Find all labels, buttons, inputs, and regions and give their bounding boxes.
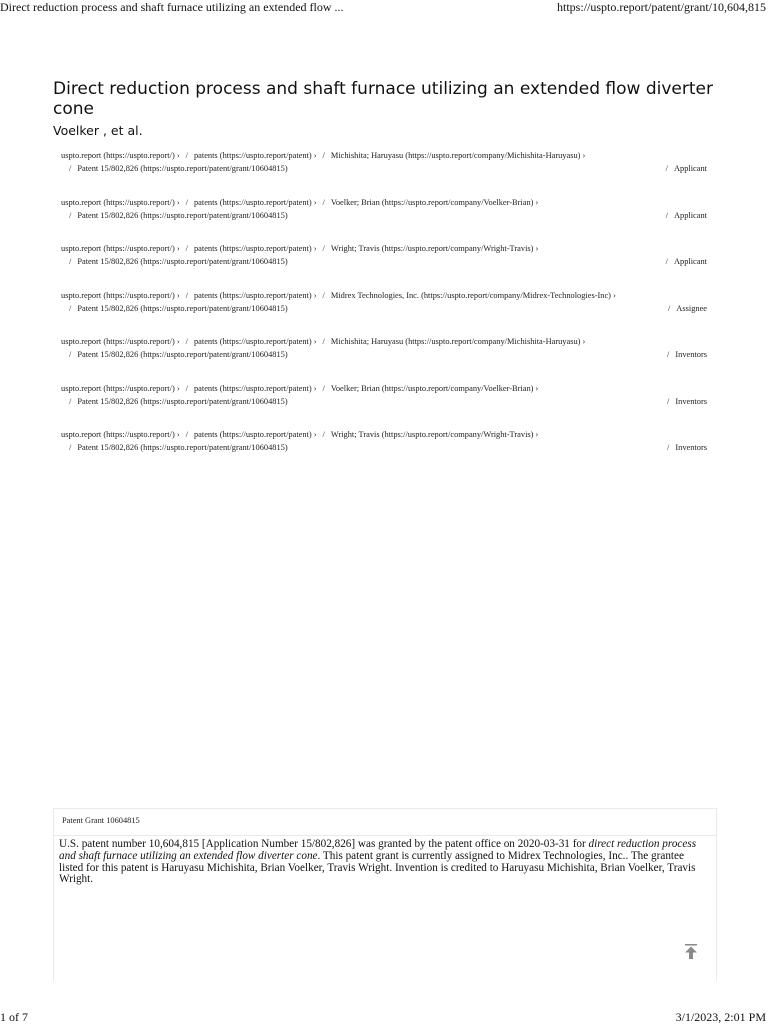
breadcrumb-separator: / — [322, 430, 325, 439]
breadcrumb-separator: / — [667, 397, 670, 406]
breadcrumb-separator: / — [185, 430, 188, 439]
breadcrumb-separator: / — [665, 164, 668, 173]
breadcrumb — [61, 196, 707, 226]
breadcrumb-entity-link[interactable]: Voelker; Brian (https://uspto.report/company/Voelker-Brian) › — [330, 384, 539, 393]
breadcrumb — [61, 382, 707, 412]
breadcrumb-entity-link[interactable]: Michishita; Haruyasu (https://uspto.report/company/Michishita-Haruyasu) › — [330, 151, 586, 160]
breadcrumb — [61, 289, 707, 319]
breadcrumb-separator: / — [185, 151, 188, 160]
breadcrumb-separator: / — [185, 384, 188, 393]
breadcrumb-patents-link[interactable]: patents (https://uspto.report/patent) › — [193, 198, 317, 207]
breadcrumb-separator: / — [185, 291, 188, 300]
breadcrumb-separator: / — [665, 211, 668, 220]
breadcrumb-home-link[interactable]: uspto.report (https://uspto.report/) › — [61, 198, 180, 207]
breadcrumb-separator: / — [667, 443, 670, 452]
breadcrumb — [61, 149, 707, 179]
breadcrumb-separator: / — [185, 337, 188, 346]
breadcrumb — [61, 428, 707, 458]
breadcrumb-separator: / — [69, 397, 72, 406]
breadcrumb-patents-link[interactable]: patents (https://uspto.report/patent) › — [193, 151, 317, 160]
breadcrumb-home-link[interactable]: uspto.report (https://uspto.report/) › — [61, 337, 180, 346]
breadcrumb-patent-link[interactable]: Patent 15/802,826 (https://uspto.report/patent/grant/10604815) — [77, 443, 288, 452]
breadcrumb-entity-link[interactable]: Midrex Technologies, Inc. (https://uspto.report/company/Midrex-Technologies-Inc) › — [330, 291, 616, 300]
breadcrumb-patent-link[interactable]: Patent 15/802,826 (https://uspto.report/patent/grant/10604815) — [77, 257, 288, 266]
breadcrumb-role: Assignee — [676, 304, 707, 313]
breadcrumb-home-link[interactable]: uspto.report (https://uspto.report/) › — [61, 430, 180, 439]
breadcrumb-entity-link[interactable]: Wright; Travis (https://uspto.report/company/Wright-Travis) › — [330, 430, 539, 439]
breadcrumb-separator: / — [322, 244, 325, 253]
breadcrumb-separator: / — [322, 384, 325, 393]
breadcrumb-patent-link[interactable]: Patent 15/802,826 (https://uspto.report/patent/grant/10604815) — [77, 164, 288, 173]
breadcrumb-home-link[interactable]: uspto.report (https://uspto.report/) › — [61, 291, 180, 300]
breadcrumb-separator: / — [665, 257, 668, 266]
breadcrumb-role: Applicant — [673, 211, 707, 220]
breadcrumb-entity-link[interactable]: Voelker; Brian (https://uspto.report/company/Voelker-Brian) › — [330, 198, 539, 207]
breadcrumb-separator: / — [667, 350, 670, 359]
breadcrumb-patents-link[interactable]: patents (https://uspto.report/patent) › — [193, 430, 317, 439]
patent-summary-text — [59, 839, 709, 886]
print-footer-page: 1 of 7 — [0, 1010, 28, 1024]
page-title: Direct reduction process and shaft furnace utilizing an extended flow diverter cone — [53, 79, 713, 119]
scroll-to-top-button[interactable] — [683, 943, 699, 960]
breadcrumb-separator: / — [69, 304, 72, 313]
breadcrumb-separator: / — [322, 198, 325, 207]
breadcrumb-home-link[interactable]: uspto.report (https://uspto.report/) › — [61, 244, 180, 253]
breadcrumb-entity-link[interactable]: Wright; Travis (https://uspto.report/company/Wright-Travis) › — [330, 244, 539, 253]
breadcrumb-separator: / — [69, 443, 72, 452]
authors: Voelker , et al. — [53, 123, 143, 138]
print-footer-datetime: 3/1/2023, 2:01 PM — [675, 1010, 766, 1024]
breadcrumb-separator: / — [69, 257, 72, 266]
panel-header — [54, 809, 716, 836]
breadcrumb-role: Applicant — [673, 257, 707, 266]
breadcrumb-separator: / — [322, 291, 325, 300]
breadcrumb-patent-link[interactable]: Patent 15/802,826 (https://uspto.report/patent/grant/10604815) — [77, 304, 288, 313]
breadcrumb-patents-link[interactable]: patents (https://uspto.report/patent) › — [193, 244, 317, 253]
breadcrumb-role: Inventors — [675, 350, 707, 359]
print-header-url: https://uspto.report/patent/grant/10,604,815 — [557, 0, 766, 14]
breadcrumb-separator: / — [185, 198, 188, 207]
breadcrumb — [61, 335, 707, 365]
breadcrumb-patents-link[interactable]: patents (https://uspto.report/patent) › — [193, 337, 317, 346]
breadcrumb-entity-link[interactable]: Michishita; Haruyasu (https://uspto.report/company/Michishita-Haruyasu) › — [330, 337, 586, 346]
patent-summary-panel — [53, 808, 717, 981]
summary-text-before: U.S. patent number 10,604,815 [Application Number 15/802,826] was granted by the patent office on 2020-03-31 for — [59, 838, 589, 850]
breadcrumb-separator: / — [185, 244, 188, 253]
print-header-title: Direct reduction process and shaft furnace utilizing an extended flow ... — [0, 0, 344, 14]
breadcrumb-separator: / — [322, 337, 325, 346]
breadcrumb-home-link[interactable]: uspto.report (https://uspto.report/) › — [61, 151, 180, 160]
breadcrumb-role: Applicant — [673, 164, 707, 173]
summary-text-after: . This patent grant is currently assigned to Midrex Technologies, Inc.. The grantee listed for this patent is Haruyasu Michishita, Brian Voelker, Travis Wright. Invention is credited to Haruyasu Michishita, Brian Voelker, Travis Wright. — [59, 849, 696, 886]
breadcrumb-separator: / — [667, 304, 671, 313]
breadcrumb — [61, 242, 707, 272]
breadcrumb-patent-link[interactable]: Patent 15/802,826 (https://uspto.report/patent/grant/10604815) — [77, 350, 288, 359]
breadcrumb-separator: / — [69, 211, 72, 220]
breadcrumb-patents-link[interactable]: patents (https://uspto.report/patent) › — [193, 291, 317, 300]
breadcrumb-separator: / — [69, 350, 72, 359]
breadcrumb-patent-link[interactable]: Patent 15/802,826 (https://uspto.report/patent/grant/10604815) — [77, 397, 288, 406]
breadcrumb-patents-link[interactable]: patents (https://uspto.report/patent) › — [193, 384, 317, 393]
breadcrumb-home-link[interactable]: uspto.report (https://uspto.report/) › — [61, 384, 180, 393]
breadcrumb-role: Inventors — [675, 397, 707, 406]
breadcrumb-separator: / — [322, 151, 325, 160]
breadcrumb-patent-link[interactable]: Patent 15/802,826 (https://uspto.report/patent/grant/10604815) — [77, 211, 288, 220]
breadcrumb-role: Inventors — [675, 443, 707, 452]
summary-invention-title: direct reduction process and shaft furnace utilizing an extended flow diverter cone — [59, 838, 697, 862]
arrow-up-to-line-icon — [683, 943, 699, 960]
panel-heading: Patent Grant 10604815 — [62, 816, 140, 825]
breadcrumb-separator: / — [69, 164, 72, 173]
